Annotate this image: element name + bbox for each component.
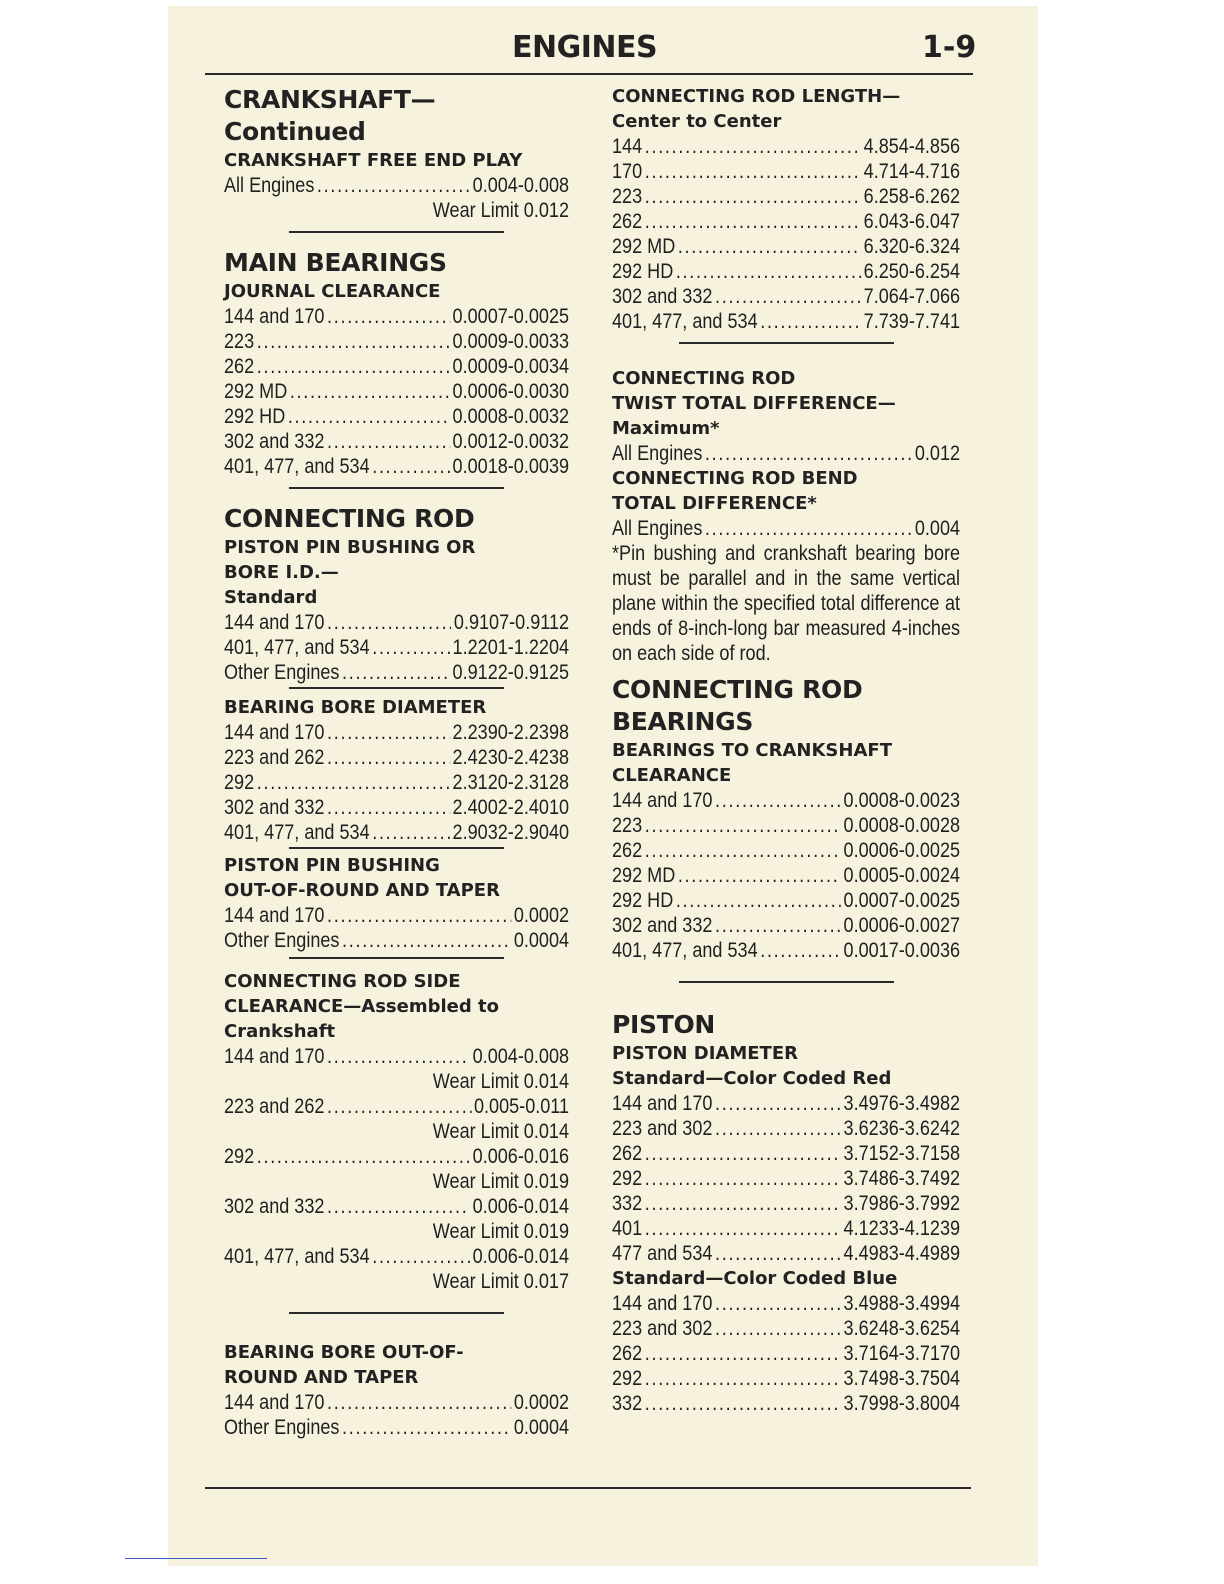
bd-rows (612, 516, 960, 541)
spec-label: 302 and 332 (612, 914, 713, 937)
spec-value: 0.9122-0.9125 (452, 661, 570, 684)
spec-row (224, 660, 569, 685)
spec-value: 6.250-6.254 (863, 260, 961, 283)
subsection-title: CONNECTING ROD LENGTH— (612, 86, 901, 107)
spec-value: 3.4988-3.4994 (843, 1292, 961, 1315)
spec-value: 0.004 (914, 517, 961, 540)
spec-value: 0.0006-0.0025 (843, 839, 961, 862)
spec-label: 292 MD (612, 235, 676, 258)
spec-row (224, 329, 569, 354)
spec-value: 0.0002 (513, 1391, 570, 1414)
spec-label: 292 (612, 1367, 643, 1390)
spec-label: All Engines (612, 517, 703, 540)
leader-dots (327, 745, 450, 770)
spec-row (612, 888, 960, 913)
spec-row (612, 1291, 960, 1316)
spec-row (612, 813, 960, 838)
spec-value: 0.006-0.014 (472, 1195, 570, 1218)
spec-row (224, 429, 569, 454)
spec-label: 144 and 170 (224, 305, 325, 328)
spec-row (224, 1194, 569, 1219)
leader-dots (715, 788, 841, 813)
spec-value: 3.7164-3.7170 (843, 1342, 961, 1365)
spec-row (224, 795, 569, 820)
leader-dots (645, 1391, 841, 1416)
spec-label: 292 (224, 1145, 255, 1168)
leader-dots (645, 159, 861, 184)
spec-label: 332 (612, 1192, 643, 1215)
spec-label: 262 (612, 1142, 643, 1165)
subsection-title: PISTON PIN BUSHING OR (224, 537, 476, 558)
leader-dots (327, 1094, 471, 1119)
spec-label: 262 (612, 1342, 643, 1365)
subsection-title: CLEARANCE (612, 765, 732, 786)
spec-row (224, 770, 569, 795)
spec-row (612, 1241, 960, 1266)
spec-label: 223 and 262 (224, 746, 325, 769)
spec-row (612, 184, 960, 209)
spec-value: 6.043-6.047 (863, 210, 961, 233)
spec-row (612, 913, 960, 938)
spec-row (612, 516, 960, 541)
subsection-title: CRANKSHAFT FREE END PLAY (224, 150, 523, 171)
subsection-title: Crankshaft (224, 1021, 336, 1042)
section-title: CRANKSHAFT— (224, 85, 436, 114)
spec-label: 223 (224, 330, 255, 353)
leader-dots (257, 329, 450, 354)
spec-value: 0.006-0.016 (472, 1145, 570, 1168)
spec-row (612, 259, 960, 284)
subsection-title: TOTAL DIFFERENCE* (612, 493, 817, 514)
wear-limit: Wear Limit 0.012 (432, 199, 569, 222)
spec-value: 0.0009-0.0034 (452, 355, 570, 378)
spec-value: 3.7998-3.8004 (843, 1392, 961, 1415)
leader-dots (342, 660, 450, 685)
leader-dots (715, 1316, 841, 1341)
leader-dots (645, 134, 861, 159)
leader-dots (257, 770, 450, 795)
spec-label: 223 (612, 814, 643, 837)
wear-limit: Wear Limit 0.019 (432, 1170, 569, 1193)
spec-value: 0.0018-0.0039 (452, 455, 570, 478)
spec-label: 302 and 332 (224, 1195, 325, 1218)
spec-row (224, 1094, 569, 1119)
spec-value: 0.0008-0.0028 (843, 814, 961, 837)
spec-row (224, 1044, 569, 1069)
divider (289, 687, 504, 689)
spec-value: 2.2390-2.2398 (452, 721, 570, 744)
leader-dots (678, 234, 861, 259)
spec-row (612, 1391, 960, 1416)
leader-dots (715, 1116, 841, 1141)
spec-row (612, 159, 960, 184)
subsection-title: CONNECTING ROD SIDE (224, 971, 461, 992)
leader-dots (645, 1166, 841, 1191)
spec-label: 401, 477, and 534 (224, 1245, 370, 1268)
leader-dots (715, 913, 841, 938)
spec-row (224, 454, 569, 479)
divider (289, 847, 504, 849)
spec-label: 302 and 332 (224, 796, 325, 819)
rb-rows (612, 788, 960, 963)
spec-value: 2.9032-2.9040 (452, 821, 570, 844)
spec-label: 401, 477, and 534 (612, 939, 758, 962)
spec-label: Other Engines (224, 929, 340, 952)
leader-dots (715, 1091, 841, 1116)
leader-dots (327, 304, 450, 329)
page-title: ENGINES (512, 30, 658, 65)
spec-row (612, 284, 960, 309)
spec-label: 223 and 302 (612, 1117, 713, 1140)
spec-row (612, 441, 960, 466)
wear-limit: Wear Limit 0.017 (432, 1270, 569, 1293)
divider (679, 342, 894, 344)
leader-dots (288, 404, 450, 429)
top-rule (205, 73, 973, 75)
spec-value: 0.0004 (513, 929, 570, 952)
subsection-title: CLEARANCE—Assembled to (224, 996, 499, 1017)
spec-row (224, 404, 569, 429)
crank-rows (224, 173, 569, 198)
spec-label: 144 and 170 (612, 1092, 713, 1115)
spec-value: 0.006-0.014 (472, 1245, 570, 1268)
spec-value: 0.0004 (513, 1416, 570, 1439)
leader-dots (715, 1291, 841, 1316)
pr-rows (612, 1091, 960, 1266)
spec-value: 4.1233-4.1239 (843, 1217, 961, 1240)
spec-label: 144 and 170 (224, 904, 325, 927)
spec-row (612, 234, 960, 259)
spec-value: 0.004-0.008 (472, 174, 570, 197)
spec-row (224, 928, 569, 953)
spec-value: 3.7986-3.7992 (843, 1192, 961, 1215)
spec-label: Other Engines (224, 1416, 340, 1439)
spec-value: 0.004-0.008 (472, 1045, 570, 1068)
leader-dots (290, 379, 450, 404)
spec-row (612, 838, 960, 863)
spec-row (224, 379, 569, 404)
spec-label: 401, 477, and 534 (224, 821, 370, 844)
subsection-title: CONNECTING ROD (612, 368, 796, 389)
wear-limit: Wear Limit 0.014 (432, 1070, 569, 1093)
spec-value: 0.0006-0.0030 (452, 380, 570, 403)
spec-value: 7.739-7.741 (863, 310, 961, 333)
section-title: CONNECTING ROD (612, 675, 863, 704)
subsection-title: BORE I.D.— (224, 562, 339, 583)
spec-label: 302 and 332 (224, 430, 325, 453)
leader-dots (645, 813, 841, 838)
spec-value: 2.3120-2.3128 (452, 771, 570, 794)
leader-dots (678, 863, 841, 888)
spec-value: 0.0017-0.0036 (843, 939, 961, 962)
spec-label: 401, 477, and 534 (224, 636, 370, 659)
spec-value: 4.714-4.716 (863, 160, 961, 183)
spec-row (612, 1341, 960, 1366)
spec-label: 477 and 534 (612, 1242, 713, 1265)
spec-value: 0.0012-0.0032 (452, 430, 570, 453)
leader-dots (676, 888, 841, 913)
spec-row (612, 309, 960, 334)
leader-dots (327, 1194, 470, 1219)
spec-row (224, 745, 569, 770)
leader-dots (372, 454, 450, 479)
spec-label: 292 (224, 771, 255, 794)
spec-value: 0.0006-0.0027 (843, 914, 961, 937)
bb-rows (224, 720, 569, 845)
divider (289, 487, 504, 489)
leader-dots (257, 1144, 470, 1169)
subsection-title: OUT-OF-ROUND AND TAPER (224, 880, 500, 901)
spec-row (612, 1316, 960, 1341)
leader-dots (327, 720, 450, 745)
spec-row (612, 1091, 960, 1116)
wear-limit: Wear Limit 0.019 (432, 1220, 569, 1243)
leader-dots (342, 928, 511, 953)
leader-dots (645, 184, 861, 209)
spec-row (612, 1116, 960, 1141)
spec-label: 292 HD (612, 889, 674, 912)
spec-label: 262 (224, 355, 255, 378)
spec-label: 144 and 170 (612, 1292, 713, 1315)
leader-dots (342, 1415, 511, 1440)
leader-dots (327, 1044, 470, 1069)
leader-dots (645, 1341, 841, 1366)
section-title: CONNECTING ROD (224, 504, 475, 533)
bottom-rule (205, 1487, 971, 1489)
cr-rows (224, 610, 569, 685)
leader-dots (327, 1390, 511, 1415)
spec-row (612, 863, 960, 888)
spec-row (224, 1415, 569, 1440)
spec-label: 262 (612, 210, 643, 233)
leader-dots (372, 635, 450, 660)
main-rows (224, 304, 569, 479)
subsection-title: TWIST TOTAL DIFFERENCE— (612, 393, 896, 414)
spec-value: 3.7486-3.7492 (843, 1167, 961, 1190)
spec-row (612, 1191, 960, 1216)
spec-row (224, 903, 569, 928)
leader-dots (676, 259, 861, 284)
section-title: BEARINGS (612, 707, 754, 736)
page-number: 1-9 (922, 30, 977, 65)
subsection-title: Standard—Color Coded Blue (612, 1268, 898, 1289)
divider (289, 1312, 504, 1314)
leader-dots (760, 309, 861, 334)
spec-value: 0.0008-0.0032 (452, 405, 570, 428)
spec-row (612, 209, 960, 234)
subsection-title: Maximum* (612, 418, 720, 439)
spec-value: 0.0007-0.0025 (843, 889, 961, 912)
section-title-cont: Continued (224, 117, 366, 146)
bo-rows (224, 1390, 569, 1440)
spec-value: 0.9107-0.9112 (453, 611, 570, 634)
spec-value: 0.0002 (513, 904, 570, 927)
spec-label: 401, 477, and 534 (224, 455, 370, 478)
spec-row (612, 1216, 960, 1241)
spec-label: All Engines (224, 174, 315, 197)
leader-dots (645, 209, 861, 234)
spec-row (224, 1390, 569, 1415)
spec-value: 0.012 (914, 442, 961, 465)
spec-label: 401 (612, 1217, 643, 1240)
wear-limit: Wear Limit 0.014 (432, 1120, 569, 1143)
subsection-title: ROUND AND TAPER (224, 1367, 419, 1388)
subsection-title: BEARING BORE OUT-OF- (224, 1342, 464, 1363)
spec-value: 3.6248-3.6254 (843, 1317, 961, 1340)
spec-label: 292 HD (612, 260, 674, 283)
spec-value: 0.0009-0.0033 (452, 330, 570, 353)
leader-dots (715, 1241, 841, 1266)
subsection-title: BEARINGS TO CRANKSHAFT (612, 740, 892, 761)
spec-value: 0.0005-0.0024 (843, 864, 961, 887)
leader-dots (645, 1191, 841, 1216)
spec-label: 144 and 170 (224, 1391, 325, 1414)
spec-value: 3.7498-3.7504 (843, 1367, 961, 1390)
subsection-title: PISTON DIAMETER (612, 1043, 798, 1064)
leader-dots (327, 429, 450, 454)
leader-dots (645, 1366, 841, 1391)
spec-row (612, 1366, 960, 1391)
section-title: MAIN BEARINGS (224, 248, 447, 277)
pb-rows (224, 903, 569, 953)
spec-label: All Engines (612, 442, 703, 465)
spec-label: 144 and 170 (224, 721, 325, 744)
leader-dots (327, 903, 511, 928)
spec-row (224, 173, 569, 198)
spec-label: 223 (612, 185, 643, 208)
spec-value: 0.0008-0.0023 (843, 789, 961, 812)
spec-row (612, 938, 960, 963)
divider (679, 981, 894, 983)
spec-label: 223 and 302 (612, 1317, 713, 1340)
spec-label: 292 MD (612, 864, 676, 887)
spec-value: 3.7152-3.7158 (843, 1142, 961, 1165)
spec-label: 144 (612, 135, 643, 158)
footnote: *Pin bushing and crankshaft bearing bore must be parallel and in the same vertical plane within the specified total difference at ends of 8-inch-long bar measured 4-inches on each side of rod. (612, 542, 961, 665)
tw-rows (612, 441, 960, 466)
spacer (612, 666, 960, 674)
leader-dots (327, 795, 450, 820)
section-title: PISTON (612, 1010, 716, 1039)
spec-value: 0.005-0.011 (473, 1095, 570, 1118)
subsection-title: CONNECTING ROD BEND (612, 468, 858, 489)
leader-dots (645, 1216, 841, 1241)
spec-label: 292 (612, 1167, 643, 1190)
leader-dots (257, 354, 450, 379)
spec-row (224, 820, 569, 845)
spec-label: 292 HD (224, 405, 286, 428)
spec-row (612, 1141, 960, 1166)
leader-dots (372, 1244, 470, 1269)
spec-label: 262 (612, 839, 643, 862)
leader-dots (715, 284, 861, 309)
leader-dots (705, 441, 912, 466)
spec-value: 3.4976-3.4982 (843, 1092, 961, 1115)
spec-value: 2.4230-2.4238 (452, 746, 570, 769)
leader-dots (327, 610, 451, 635)
spec-value: 4.4983-4.4989 (843, 1242, 961, 1265)
subsection-title: JOURNAL CLEARANCE (224, 281, 441, 302)
divider (289, 957, 504, 959)
spec-label: 144 and 170 (224, 611, 325, 634)
leader-dots (645, 1141, 841, 1166)
spec-row (224, 720, 569, 745)
spec-label: 144 and 170 (224, 1045, 325, 1068)
spec-value: 1.2201-1.2204 (452, 636, 570, 659)
subsection-title: Standard (224, 587, 318, 608)
spec-label: Other Engines (224, 661, 340, 684)
spec-label: 144 and 170 (612, 789, 713, 812)
divider (289, 231, 504, 233)
spec-value: 0.0007-0.0025 (452, 305, 570, 328)
spec-value: 6.320-6.324 (863, 235, 961, 258)
spec-row (224, 304, 569, 329)
spec-row (224, 1244, 569, 1269)
spec-label: 332 (612, 1392, 643, 1415)
leader-dots (705, 516, 912, 541)
spec-row (224, 635, 569, 660)
spec-label: 223 and 262 (224, 1095, 325, 1118)
spec-label: 401, 477, and 534 (612, 310, 758, 333)
spec-label: 170 (612, 160, 643, 183)
spec-value: 2.4002-2.4010 (452, 796, 570, 819)
spec-row (224, 610, 569, 635)
subsection-title: Standard—Color Coded Red (612, 1068, 892, 1089)
left-column (224, 84, 569, 1440)
subsection-title: BEARING BORE DIAMETER (224, 697, 487, 718)
leader-dots (645, 838, 841, 863)
blue-underline (125, 1558, 267, 1559)
rl-rows (612, 134, 960, 334)
leader-dots (372, 820, 450, 845)
spec-value: 3.6236-3.6242 (843, 1117, 961, 1140)
subsection-title: PISTON PIN BUSHING (224, 855, 440, 876)
spec-row (612, 134, 960, 159)
spec-label: 292 MD (224, 380, 288, 403)
spec-row (224, 354, 569, 379)
spec-label: 302 and 332 (612, 285, 713, 308)
spec-row (224, 1144, 569, 1169)
sc-rows (224, 1044, 569, 1294)
spec-value: 6.258-6.262 (863, 185, 961, 208)
leader-dots (760, 938, 841, 963)
leader-dots (317, 173, 470, 198)
spec-row (612, 1166, 960, 1191)
pbl-rows (612, 1291, 960, 1416)
spec-row (612, 788, 960, 813)
spec-value: 7.064-7.066 (863, 285, 961, 308)
subsection-title: Center to Center (612, 111, 782, 132)
spec-value: 4.854-4.856 (863, 135, 961, 158)
right-column (612, 84, 960, 1416)
